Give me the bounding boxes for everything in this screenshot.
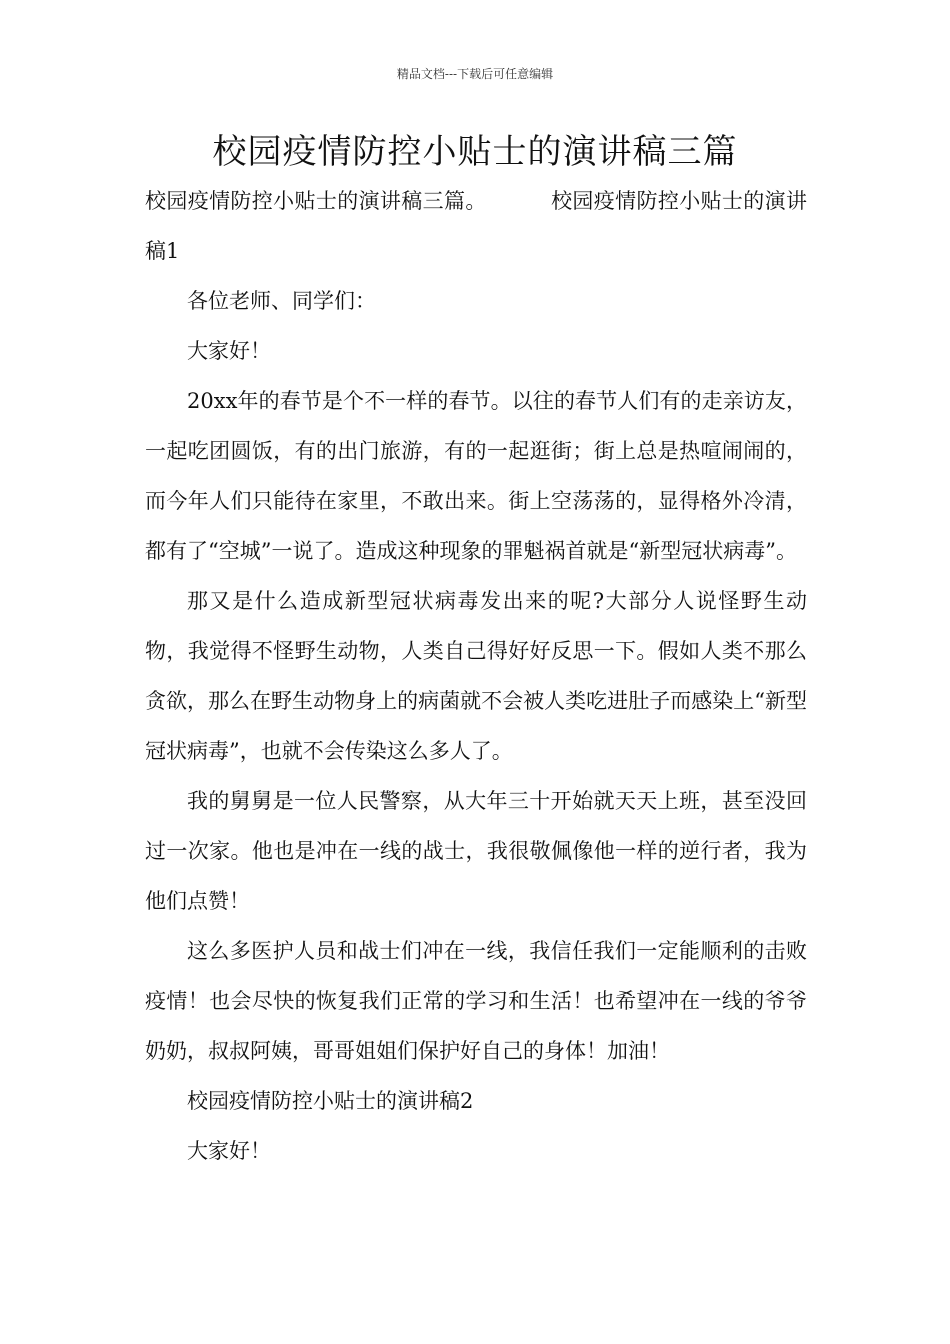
document-title: 校园疫情防控小贴士的演讲稿三篇 <box>212 132 738 172</box>
header-note: 精品文档---下载后可任意编辑 <box>396 67 554 81</box>
speech-1-heading: 校园疫情防控小贴士的演讲稿1 <box>145 189 808 263</box>
speech-2-heading: 校园疫情防控小贴士的演讲稿2 <box>187 1089 474 1113</box>
paragraph-spring-festival: 20xx年的春节是个不一样的春节。以往的春节人们有的走亲访友，一起吃团圆饭，有的出门旅游，有的一起逛街；街上总是热喧闹闹的，而今年人们只能待在家里，不敢出来。街上空荡荡的，显得格外冷清，都有了“空城”一说了。造成这种现象的罪魁祸首就是“新型冠状病毒”。 <box>145 389 807 563</box>
paragraph-greeting: 各位老师、同学们： <box>187 289 376 313</box>
paragraph-hello-2: 大家好！ <box>187 1139 271 1163</box>
paragraph-frontline: 这么多医护人员和战士们冲在一线，我信任我们一定能顺利的击败疫情！也会尽快的恢复我们正常的学习和生活！也希望冲在一线的爷爷奶奶，叔叔阿姨，哥哥姐姐们保护好自己的身体！加油！ <box>145 939 807 1063</box>
paragraph-cause: 那又是什么造成新型冠状病毒发出来的呢?大部分人说怪野生动物，我觉得不怪野生动物，人类自己得好好反思一下。假如人类不那么贪欲，那么在野生动物身上的病菌就不会被人类吃进肚子而感染上“新型冠状病毒”，也就不会传染这么多人了。 <box>145 589 807 763</box>
document-body <box>145 176 807 1176</box>
intro-paragraph <box>145 176 807 276</box>
paragraph-hello: 大家好！ <box>187 339 271 363</box>
paragraph-uncle: 我的舅舅是一位人民警察，从大年三十开始就天天上班，甚至没回过一次家。他也是冲在一线的战士，我很敬佩像他一样的逆行者，我为他们点赞！ <box>145 789 807 913</box>
intro-summary: 校园疫情防控小贴士的演讲稿三篇。 <box>145 189 487 213</box>
